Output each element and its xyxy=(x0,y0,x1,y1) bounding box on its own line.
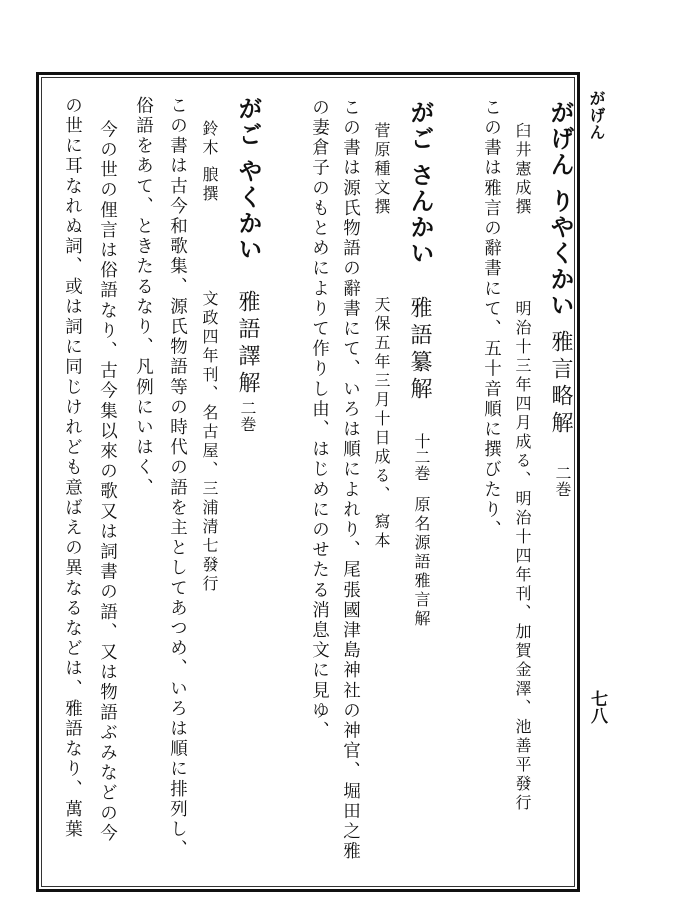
entry-text-line: の妻倉子のもとめによりて作りし由、はじめにのせたる消息文に見ゆ、 xyxy=(309,98,330,742)
entry-volumes-gago-yakukai: 二巻 xyxy=(238,400,257,432)
entry-author-gagen-ryakukai: 臼井憲成撰 xyxy=(513,122,532,217)
entry-volumes-gago-sankai: 十二巻 xyxy=(412,433,431,481)
entry-text-line: の世に耳なれぬ詞、或は詞に同じけれども意ばえの異なるなどは、雅語なり、萬葉 xyxy=(62,96,83,840)
entry-text-line: この書は古今和歌集、源氏物語等の時代の語を主としてあつめ、いろは順に排列し、 xyxy=(167,96,188,860)
entry-volumes-gagen-ryakukai: 二巻 xyxy=(553,465,572,497)
entry-text-line: この書は雅言の辭書にて、五十音順に撰びたり、 xyxy=(481,98,502,541)
entry-heading-gagen-ryakukai: がげん りやくかい xyxy=(546,100,575,319)
entry-publication-gago-yakukai: 文政四年刊、名古屋、三浦清七發行 xyxy=(200,290,219,594)
entry-author-gago-yakukai: 鈴木 朖撰 xyxy=(200,120,219,205)
entry-heading-gago-yakukai: がご やくかい xyxy=(234,96,263,263)
entry-title-gago-sankai: 雅語纂解 xyxy=(407,296,432,404)
page-number: 七八 xyxy=(587,690,607,724)
entry-author-gago-sankai: 菅原種文撰 xyxy=(372,122,391,217)
entry-publication-gago-sankai: 天保五年三月十日成る、 寫本 xyxy=(372,296,391,552)
entry-text-line: 今の世の俚言は俗語なり、古今集以來の歌又は詞書の語、又は物語ぶみなどの今 xyxy=(97,120,118,844)
entry-heading-gago-sankai: がご さんかい xyxy=(406,100,435,267)
entry-title-gagen-ryakukai: 雅言略解 xyxy=(548,330,573,438)
running-head: がげん xyxy=(587,90,606,141)
entry-text-line: 俗語をあて、ときたるなり、凡例にいはく、 xyxy=(133,96,154,498)
entry-publication-gagen-ryakukai: 明治十三年四月成る、明治十四年刊、加賀金澤、池善平發行 xyxy=(513,300,532,813)
entry-alt-title-gago-sankai: 原名源語雅言解 xyxy=(412,496,431,629)
entry-title-gago-yakukai: 雅語譯解 xyxy=(235,290,260,398)
entry-text-line: この書は源氏物語の辭書にて、いろは順によれり、尾張國津島神社の神官、堀田之雅 xyxy=(340,98,361,862)
